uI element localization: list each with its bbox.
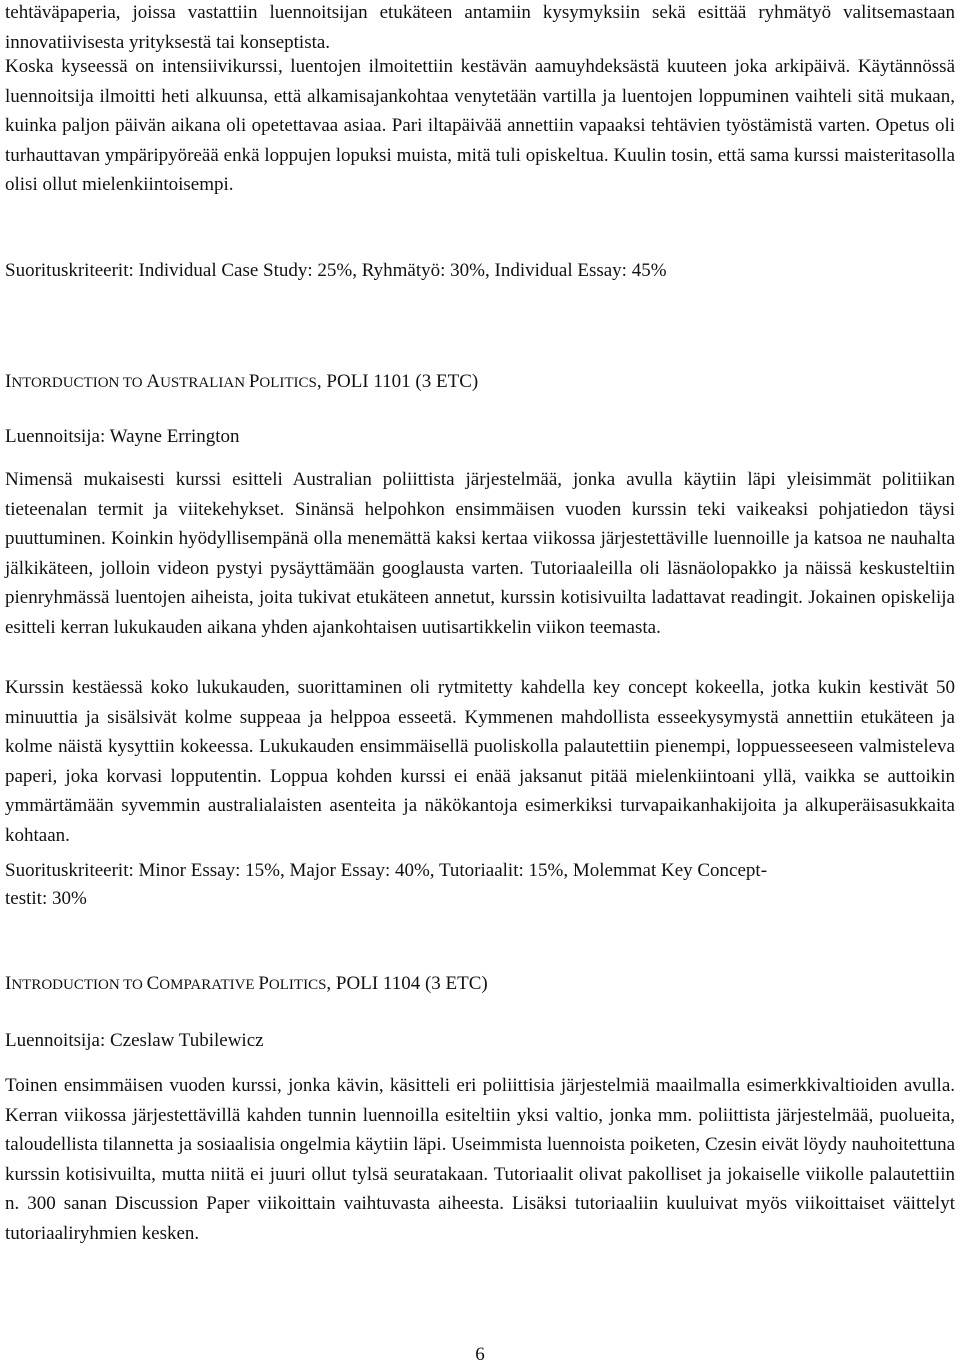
criteria-line: Suorituskriteerit: Individual Case Study: 25%, Ryhmätyö: 30%, Individual Essay: 45% (5, 260, 667, 281)
course-code: , POLI 1101 (3 ETC) (316, 371, 479, 392)
course-description: Nimensä mukaisesti kurssi esitteli Australian poliittista järjestelmää, jonka avulla käytiin läpi yleisimmät politiikan tieteenalan termit ja viitekehykset. Sinänsä helpohkon ensimmäisen vuoden kurssin teki vaikeaksi pohjatiedon täysi puuttuminen. Koinkin hyödyllisempänä olla menemättä kaksi kertaa viikossa järjestettäville luennoille ja katsoa ne nauhalta jälkikäteen, jolloin videon pystyi pysäyttämään googlausta varten. Tutoriaaleilla oli läsnäolopakko ja näissä keskusteltiin pienryhmässä luentojen aiheista, joita tukivat etukäteen annetut, kurssin kotisivuilta ladattavat readingit. Jokainen opiskelija esitteli kerran lukukauden aikana yhden ajankohtaisen uutisartikkelin viikon teemasta. (5, 469, 955, 638)
title-word: AUSTRALIAN (146, 371, 249, 392)
lecturer-line: Luennoitsija: Czeslaw Tubilewicz (5, 1030, 264, 1051)
course-description: Toinen ensimmäisen vuoden kurssi, jonka kävin, käsitteli eri poliittisia järjestelmiä maailmalla esimerkkivaltioiden avulla. Kerran viikossa järjestettävillä kahden tunnin luennoilla esiteltiin yksi valtio, jonka mm. poliittista järjestelmää, puolueita, taloudellista tilannetta ja sosiaalisia ongelmia käytiin läpi. Useimmista luennoista poiketen, Czesin eivät löydy nauhoitettuna kurssin kotisivuilta, mutta niitä ei juuri ollut tylsä seuratakaan. Tutoriaalit olivat pakolliset ja jokaiselle viikolle palautettiin n. 300 sanan Discussion Paper viikoittain vaihtuvasta aiheesta. Lisäksi tutoriaaliin kuuluivat myös viikoittaiset väittelyt tutoriaaliryhmien kesken. (5, 1075, 955, 1244)
paragraph-intro-continued: tehtäväpaperia, joissa vastattiin luennoitsijan etukäteen antamiin kysymyksiin sekä esittää ryhmätyö valitsemastaan innovatiivisesta yrityksestä tai konseptista. (5, 2, 955, 53)
paragraph-intensive-course: Koska kyseessä on intensiivikurssi, luentojen ilmoitettiin kestävän aamuyhdeksästä kuuteen joka arkipäivä. Käytännössä luennoitsija ilmoitti heti alkuunsa, että alkamisajankohtaa venytetään vartilla ja luentojen loppuminen vaihteli sitä mukaan, kuinka paljon päivän aikana oli opetettavaa asiaa. Pari iltapäivää annettiin vapaaksi tehtävien työstämistä varten. Opetus oli turhauttavan ympäripyöreää enkä loppujen lopuksi muista, mitä tuli opiskeltua. Kuulin tosin, että sama kurssi maisteritasolla olisi ollut mielenkiintoisempi. (5, 56, 955, 195)
title-word: COMPARATIVE (146, 973, 259, 994)
course-title (5, 969, 488, 1001)
criteria-line: Suorituskriteerit: Minor Essay: 15%, Major Essay: 40%, Tutoriaalit: 15%, Molemmat Key Concept- (5, 860, 768, 881)
criteria-line-continued: testit: 30% (5, 888, 87, 909)
lecturer-line: Luennoitsija: Wayne Errington (5, 426, 240, 447)
course-title (5, 367, 478, 399)
title-word: INTRODUCTION TO (5, 973, 147, 994)
course-code: , POLI 1104 (3 ETC) (326, 973, 488, 994)
page-number: 6 (475, 1344, 485, 1365)
title-word: POLITICS (258, 973, 327, 994)
title-word: POLITICS (248, 371, 317, 392)
course-assessment: Kurssin kestäessä koko lukukauden, suorittaminen oli rytmitetty kahdella key concept kokeella, jotka kukin kestivät 50 minuuttia ja sisälsivät kolme suppeaa ja helppoa esseetä. Kymmenen mahdollista esseekysymystä annettiin etukäteen ja kolme näistä kysyttiin kokeessa. Lukukauden ensimmäisellä puoliskolla palautettiin pienempi, loppuesseeseen valmisteleva paperi, joka korvasi lopputentin. Loppua kohden kurssi ei enää jaksanut pitää mielenkiintoani yllä, vaikka se auttoikin ymmärtämään syvemmin australialaisten asenteita ja näkökantoja esimerkiksi turvapaikanhakijoita ja alkuperäisasukkaita kohtaan. (5, 677, 955, 846)
title-word: INTORDUCTION TO (5, 371, 147, 392)
